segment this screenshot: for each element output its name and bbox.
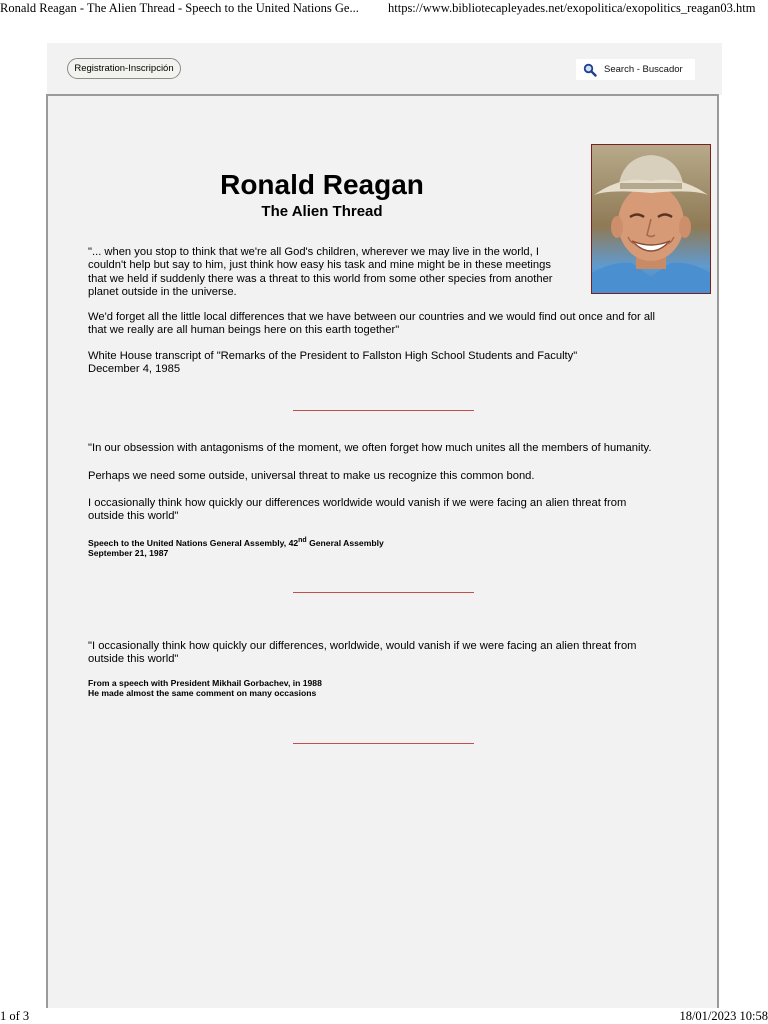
quote-1-source	[88, 350, 577, 377]
quote-1-paragraph-1	[88, 246, 553, 300]
quote-1-source-date: December 4, 1985	[88, 363, 181, 376]
section-divider	[293, 743, 474, 744]
quote-1-source-line: White House transcript of "Remarks of the President to Fallston High School Students and Faculty"	[88, 350, 578, 362]
quote-2-source	[88, 536, 384, 559]
section-divider	[293, 410, 474, 411]
registration-button[interactable]: Registration-Inscripción	[67, 58, 181, 79]
quote-3-source-line: From a speech with President Mikhail Gorbachev, in 1988	[88, 678, 322, 688]
search-link[interactable]	[576, 59, 695, 80]
print-datetime: 18/01/2023 10:58	[679, 1009, 768, 1023]
search-icon	[583, 63, 597, 77]
quote-3-paragraph	[88, 640, 637, 667]
article-content	[46, 94, 719, 1008]
quote-2-source-date: September 21, 1987	[88, 548, 169, 559]
page-title: Ronald Reagan	[220, 169, 424, 200]
quote-1-line: couldn't help but say to him, just think how easy his task and mine might be in these meetings	[88, 259, 551, 272]
print-page-number: 1 of 3	[0, 1009, 30, 1023]
section-divider	[293, 592, 474, 593]
print-footer	[0, 1008, 768, 1024]
quote-3-line: "I occasionally think how quickly our differences, worldwide, would vanish if we were facing an alien threat from	[88, 640, 637, 652]
page-subtitle: The Alien Thread	[261, 203, 383, 220]
quote-2-source-text: Speech to the United Nations General Assembly, 42	[88, 537, 299, 548]
quote-2-source-text-end: General Assembly	[306, 537, 384, 548]
quote-2-paragraph-1: "In our obsession with antagonisms of the moment, we often forget how much unites all the members of humanity.	[88, 442, 652, 454]
quote-3-source	[88, 678, 322, 699]
portrait-drawing	[592, 145, 710, 293]
quote-1-paragraph-2	[88, 311, 655, 338]
search-label: Search - Buscador	[604, 64, 683, 75]
site-topbar	[47, 43, 722, 95]
quote-2-line: outside this world"	[88, 510, 179, 523]
quote-1-line: planet outside in the universe.	[88, 286, 237, 299]
quote-1-line: that we held if suddenly there was a threat to this world from some other species from another	[88, 272, 553, 285]
reagan-portrait-image	[591, 144, 711, 294]
quote-1-line: We'd forget all the little local differences that we have between our countries and we would find out once and for all	[88, 311, 656, 323]
print-header	[0, 0, 768, 16]
quote-2-source-superscript: nd	[298, 537, 307, 544]
print-page-url: https://www.bibliotecapleyades.net/exopolitica/exopolitics_reagan03.htm	[388, 1, 756, 15]
quote-2-paragraph-2: Perhaps we need some outside, universal threat to make us recognize this common bond.	[88, 470, 535, 482]
print-page-title: Ronald Reagan - The Alien Thread - Speech to the United Nations Ge...	[0, 1, 359, 15]
quote-2-line: I occasionally think how quickly our differences worldwide would vanish if we were facing an alien threat from	[88, 497, 627, 509]
quote-1-line: that we really are all human beings here on this earth together"	[88, 324, 400, 337]
quote-3-line: outside this world"	[88, 653, 179, 666]
quote-1-line: "... when you stop to think that we're all God's children, wherever we may live in the world, I	[88, 246, 539, 258]
quote-2-paragraph-3	[88, 497, 626, 524]
quote-3-source-line: He made almost the same comment on many occasions	[88, 688, 317, 699]
